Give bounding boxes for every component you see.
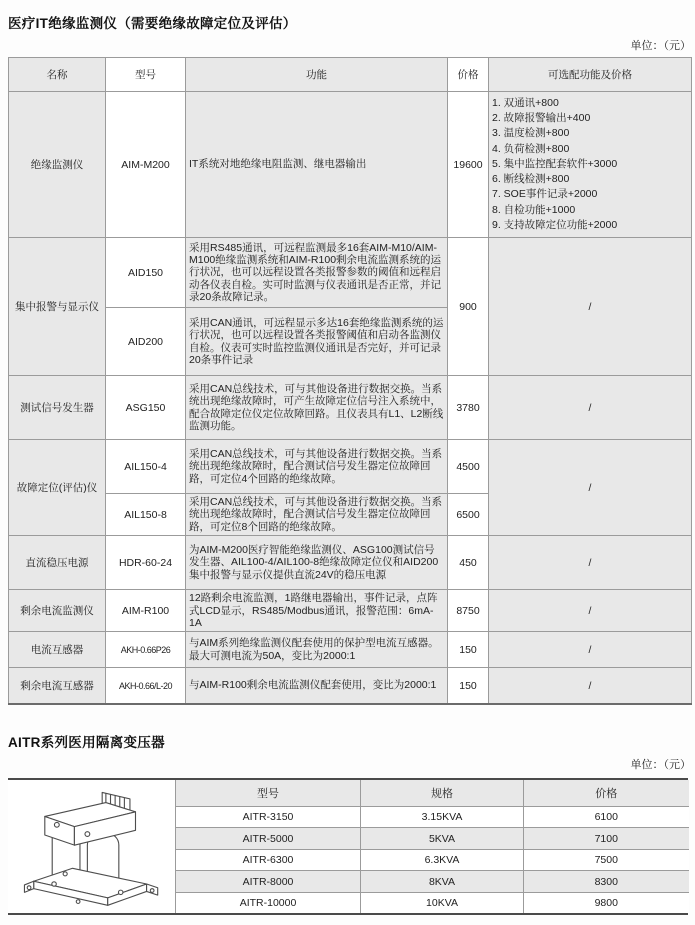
cell-function: 采用CAN总线技术，可与其他设备进行数据交换。当系统出现绝缘故障时，可产生故障定位信号注入系统中，配合故障定位仪定位故障回路。且仪表具有L1、L2断线监测功能。 — [186, 376, 448, 440]
cell-model: AIM-M200 — [106, 92, 186, 238]
cell-spec: 6.3KVA — [361, 849, 524, 871]
cell-optional: / — [489, 668, 692, 704]
cell-name: 剩余电流互感器 — [9, 668, 106, 704]
table-row — [176, 828, 689, 850]
table-row — [176, 806, 689, 828]
cell-price: 7100 — [524, 828, 689, 850]
option-item: 6. 断线检测+800 — [492, 173, 570, 186]
cell-price: 6500 — [448, 494, 489, 536]
table-row-central-alarm-aid150 — [9, 238, 692, 308]
table-row-residual-current-monitor — [9, 590, 692, 632]
cell-function: 12路剩余电流监测，1路继电器输出，事件记录，点阵式LCD显示，RS485/Modbus通讯，报警范围：6mA-1A — [186, 590, 448, 632]
section1-unit-label: 单位：（元） — [630, 40, 691, 52]
transformer-line-art-icon — [22, 785, 162, 909]
cell-model: AITR-8000 — [176, 871, 361, 893]
cell-model: AITR-5000 — [176, 828, 361, 850]
col-header-function: 功能 — [186, 58, 448, 92]
cell-model: AID200 — [106, 308, 186, 376]
cell-model: AITR-3150 — [176, 806, 361, 828]
table-row — [176, 871, 689, 893]
cell-price: 150 — [448, 632, 489, 668]
monitoring-price-table — [8, 57, 692, 705]
cell-price: 6100 — [524, 806, 689, 828]
cell-name: 电流互感器 — [9, 632, 106, 668]
cell-name: 剩余电流监测仪 — [9, 590, 106, 632]
cell-price: 8750 — [448, 590, 489, 632]
table-row — [176, 849, 689, 871]
cell-optional: / — [489, 536, 692, 590]
cell-optional: / — [489, 376, 692, 440]
cell-model: AIM-R100 — [106, 590, 186, 632]
cell-model: ASG150 — [106, 376, 186, 440]
transformer-table-band — [8, 778, 688, 916]
header-row — [9, 58, 692, 92]
cell-price: 4500 — [448, 440, 489, 494]
cell-model: HDR-60-24 — [106, 536, 186, 590]
table-row-current-transformer — [9, 632, 692, 668]
cell-optional: / — [489, 440, 692, 536]
cell-function: 采用CAN通讯，可远程显示多达16套绝缘监测系统的运行状况，也可以远程设置各类报警阈值和启动各监测仪自检。仪表可实时监控监测仪通讯是否完好，并可记录20条事件记录 — [186, 308, 448, 376]
cell-price: 150 — [448, 668, 489, 704]
cell-price: 9800 — [524, 892, 689, 913]
col-header-price: 价格 — [524, 780, 689, 807]
cell-price: 3780 — [448, 376, 489, 440]
option-item: 2. 故障报警输出+400 — [492, 112, 591, 125]
col-header-price: 价格 — [448, 58, 489, 92]
page — [0, 12, 695, 915]
col-header-model: 型号 — [106, 58, 186, 92]
cell-optional-features — [489, 92, 692, 238]
option-item: 1. 双通讯+800 — [492, 97, 559, 110]
cell-function: 与AIM-R100剩余电流监测仪配套使用，变比为2000:1 — [186, 668, 448, 704]
table-row-test-signal-generator — [9, 376, 692, 440]
cell-spec: 8KVA — [361, 871, 524, 893]
cell-spec: 5KVA — [361, 828, 524, 850]
cell-name: 绝缘监测仪 — [9, 92, 106, 238]
cell-price: 7500 — [524, 849, 689, 871]
transformer-illustration — [8, 780, 175, 914]
col-header-spec: 规格 — [361, 780, 524, 807]
option-item: 9. 支持故障定位功能+2000 — [492, 218, 618, 231]
section2-title: AITR系列医用隔离变压器 — [8, 734, 165, 750]
cell-function: 为AIM-M200医疗智能绝缘监测仪、ASG100测试信号发生器、AIL100-4/AIL100-8绝缘故障定位仪和AID200集中报警与显示仪提供直流24V的稳压电源 — [186, 536, 448, 590]
cell-name: 直流稳压电源 — [9, 536, 106, 590]
section2-unit-label: 单位：（元） — [630, 758, 691, 771]
table-row-residual-current-transformer — [9, 668, 692, 704]
cell-spec: 10KVA — [361, 892, 524, 913]
cell-model: AITR-10000 — [176, 892, 361, 913]
cell-model: AIL150-4 — [106, 440, 186, 494]
table-row-fault-locator-4 — [9, 440, 692, 494]
col-header-model: 型号 — [176, 780, 361, 807]
cell-model: AKH-0.66P26 — [106, 632, 186, 668]
cell-function: IT系统对地绝缘电阻监测、继电器输出 — [186, 92, 448, 238]
cell-optional: / — [489, 238, 692, 376]
option-item: 7. SOE事件记录+2000 — [492, 188, 598, 201]
cell-function: 采用RS485通讯，可远程监测最多16套AIM-M10/AIM-M100绝缘监测系统和AIM-R100剩余电流监测系统的运行状况，也可以远程设置各类报警参数的阈值和远程启动各仪表自检。实可时监测与仪表通讯是否正常，并记录20条故障记录。 — [186, 238, 448, 308]
option-item: 5. 集中监控配套软件+3000 — [492, 157, 618, 170]
table-row — [176, 892, 689, 913]
cell-name: 测试信号发生器 — [9, 376, 106, 440]
cell-function: 采用CAN总线技术，可与其他设备进行数据交换。当系统出现绝缘故障时，配合测试信号发生器定位故障回路，可定位4个回路的绝缘故障。 — [186, 440, 448, 494]
col-header-optional: 可选配功能及价格 — [489, 58, 692, 92]
section1-title: 医疗IT绝缘监测仪（需要绝缘故障定位及评估） — [8, 16, 297, 31]
cell-price: 8300 — [524, 871, 689, 893]
cell-model: AKH-0.66/L-20 — [106, 668, 186, 704]
cell-price: 19600 — [448, 92, 489, 238]
cell-model: AITR-6300 — [176, 849, 361, 871]
cell-model: AIL150-8 — [106, 494, 186, 536]
cell-model: AID150 — [106, 238, 186, 308]
cell-optional: / — [489, 590, 692, 632]
option-item: 3. 温度检测+800 — [492, 127, 570, 140]
cell-name: 集中报警与显示仪 — [9, 238, 106, 376]
cell-function: 采用CAN总线技术，可与其他设备进行数据交换。当系统出现绝缘故障时，配合测试信号发生器定位故障回路，可定位8个回路的绝缘故障。 — [186, 494, 448, 536]
cell-spec: 3.15KVA — [361, 806, 524, 828]
header-row — [176, 780, 689, 807]
cell-function: 与AIM系列绝缘监测仪配套使用的保护型电流互感器。最大可测电流为50A，变比为2000:1 — [186, 632, 448, 668]
cell-price: 900 — [448, 238, 489, 376]
col-header-name: 名称 — [9, 58, 106, 92]
option-item: 4. 负荷检测+800 — [492, 142, 570, 155]
table-row-insulation-monitor — [9, 92, 692, 238]
cell-price: 450 — [448, 536, 489, 590]
table-row-dc-power — [9, 536, 692, 590]
transformer-price-table — [175, 780, 689, 914]
option-item: 8. 自检功能+1000 — [492, 203, 576, 216]
cell-name: 故障定位(评估)仪 — [9, 440, 106, 536]
cell-optional: / — [489, 632, 692, 668]
